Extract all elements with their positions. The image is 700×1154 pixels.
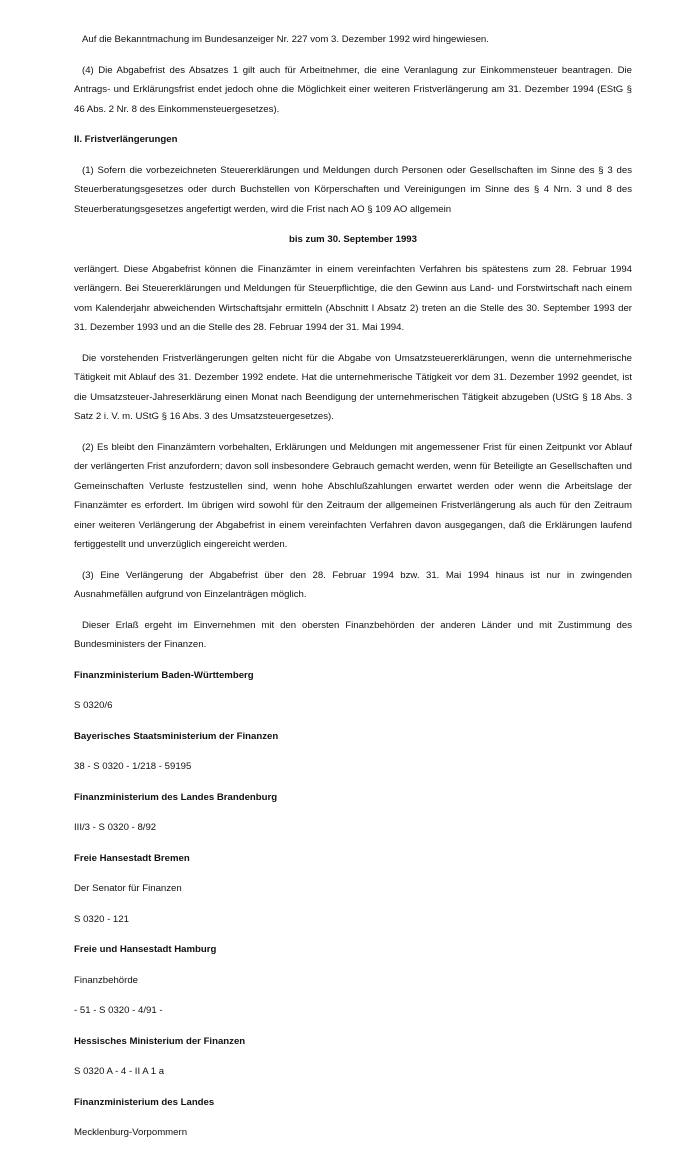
paragraph-extension-continued: verlängert. Diese Abgabefrist können die Finanzämter in einem vereinfachten Verfahren bis spätestens zum 28. Februar 1994 verlängern. Bei Steuererklärungen und Meldungen für Steuerpflichtige, die den Gewinn aus Land- und Forstwirtschaft nach einem vom Kalenderjahr abweichenden Wirtschaftsjahr ermitteln (Abschnitt I Absatz 2) treten an die Stelle des 30. September 1993 der 31. Dezember 1993 und an die Stelle des 28. Februar 1994 der 31. Mai 1994. [74, 263, 632, 333]
deadline-line: bis zum 30. September 1993 [289, 234, 417, 245]
section-heading: II. Fristverlängerungen [74, 134, 178, 145]
authority-name: Bayerisches Staatsministerium der Finanzen [74, 730, 279, 742]
authority-list [74, 666, 632, 1143]
authority-reference: S 0320 A - 4 - II A 1 a [74, 1066, 165, 1077]
authority-name: Hessisches Ministerium der Finanzen [74, 1035, 246, 1047]
authority-name: Freie Hansestadt Bremen [74, 852, 190, 864]
document-page [74, 30, 632, 1154]
paragraph-4-employees: (4) Die Abgabefrist des Absatzes 1 gilt auch für Arbeitnehmer, die eine Veranlagung zur Einkommensteuer beantragen. Die Antrags- und Erklärungsfrist endet jedoch ohne die Möglichkeit einer weiteren Fristverlängerung am 31. Dezember 1994 (EStG § 46 Abs. 2 Nr. 8 des Einkommensteuergesetzes). [74, 64, 632, 115]
authority-subtitle: Der Senator für Finanzen [74, 883, 182, 894]
authority-reference: - 51 - S 0320 - 4/91 - [74, 1005, 163, 1016]
authority-name: Finanzministerium des Landes [74, 1096, 215, 1108]
paragraph-vat-exception: Die vorstehenden Fristverlängerungen gelten nicht für die Abgabe von Umsatzsteuererklärungen, wenn die unternehmerische Tätigkeit mit Ablauf des 31. Dezember 1992 endete. Hat die unternehmerische Tätigkeit vor dem 31. Dezember 1992 geendet, ist die Umsatzsteuer-Jahreserklärung einen Monat nach Beendigung der unternehmerischen Tätigkeit abzugeben (UStG § 18 Abs. 3 Satz 2 i. V. m. UStG § 16 Abs. 3 des Umsatzsteuergesetzes). [74, 352, 632, 422]
paragraph-announcement: Auf die Bekanntmachung im Bundesanzeiger Nr. 227 vom 3. Dezember 1992 wird hingewiesen. [82, 34, 489, 45]
authority-reference: S 0320 - 121 [74, 913, 129, 925]
authority-name: Finanzministerium des Landes Brandenburg [74, 791, 278, 803]
paragraph-3-further-extension: (3) Eine Verlängerung der Abgabefrist über den 28. Februar 1994 bzw. 31. Mai 1994 hinaus ist nur in zwingenden Ausnahmefällen aufgrund von Einzelanträgen möglich. [74, 569, 632, 600]
authority-name: Finanzministerium Baden-Württemberg [74, 669, 254, 681]
authority-name: Freie und Hansestadt Hamburg [74, 944, 217, 955]
paragraph-agreement: Dieser Erlaß ergeht im Einvernehmen mit den obersten Finanzbehörden der anderen Länder und mit Zustimmung des Bundesministers der Finanzen. [74, 619, 632, 650]
authority-subtitle: Mecklenburg-Vorpommern [74, 1127, 188, 1138]
paragraph-1-extension-intro: (1) Sofern die vorbezeichneten Steuererklärungen und Meldungen durch Personen oder Gesellschaften im Sinne des § 3 des Steuerberatungsgesetzes oder durch Buchstellen von Körperschaften und Vereinigungen im Sinne des § 4 Nrn. 3 und 8 des Steuerberatungsgesetzes angefertigt werden, wird die Frist nach AO § 109 AO allgemein [74, 164, 632, 215]
paragraph-2-reservation: (2) Es bleibt den Finanzämtern vorbehalten, Erklärungen und Meldungen mit angemessener Frist für einen Zeitpunkt vor Ablauf der verlängerten Frist anzufordern; davon soll insbesondere Gebrauch gemacht werden, wenn für Beteiligte an Gesellschaften und Gemeinschaften Verluste festzustellen sind, wenn hohe Abschlußzahlungen erwartet werden oder wenn die Arbeitslage der Finanzämter es erfordert. Im übrigen wird sowohl für den Zeitraum der allgemeinen Fristverlängerung als auch für den Zeitraum einer weiteren Verlängerung der Abgabefrist in einem vereinfachten Verfahren davon ausgegangen, daß die Erklärungen laufend fertiggestellt und unverzüglich eingereicht werden. [74, 441, 632, 550]
authority-reference: S 0320/6 [74, 700, 113, 711]
authority-subtitle: Finanzbehörde [74, 974, 139, 986]
authority-reference: III/3 - S 0320 - 8/92 [74, 822, 157, 833]
authority-reference: 38 - S 0320 - 1/218 - 59195 [74, 761, 192, 772]
